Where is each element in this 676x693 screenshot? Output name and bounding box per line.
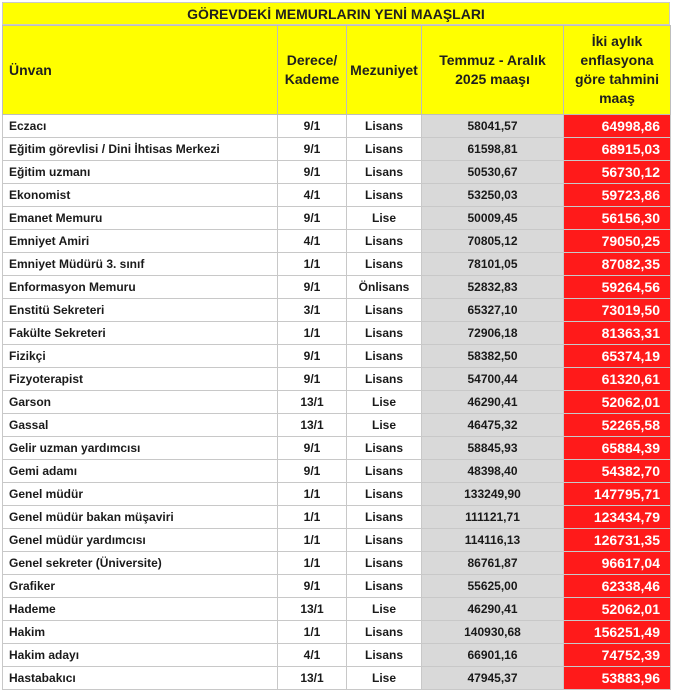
cell-unvan: Eğitim uzmanı [3, 161, 278, 184]
cell-mezuniyet: Lisans [347, 322, 422, 345]
cell-derece: 1/1 [278, 483, 347, 506]
cell-tahmin: 59723,86 [564, 184, 671, 207]
cell-maas: 47945,37 [422, 667, 564, 690]
cell-unvan: Hakim [3, 621, 278, 644]
table-row [3, 621, 671, 644]
cell-maas: 46290,41 [422, 391, 564, 414]
table-row [3, 391, 671, 414]
cell-maas: 52832,83 [422, 276, 564, 299]
cell-unvan: Fizikçi [3, 345, 278, 368]
table-row [3, 115, 671, 138]
cell-maas: 55625,00 [422, 575, 564, 598]
cell-mezuniyet: Lisans [347, 460, 422, 483]
cell-maas: 70805,12 [422, 230, 564, 253]
cell-maas: 46475,32 [422, 414, 564, 437]
cell-tahmin: 81363,31 [564, 322, 671, 345]
header-unvan: Ünvan [3, 26, 278, 115]
cell-tahmin: 126731,35 [564, 529, 671, 552]
cell-derece: 1/1 [278, 253, 347, 276]
header-maas: Temmuz - Aralık 2025 maaşı [422, 26, 564, 115]
cell-derece: 9/1 [278, 575, 347, 598]
table-row [3, 598, 671, 621]
cell-maas: 48398,40 [422, 460, 564, 483]
cell-unvan: Hademe [3, 598, 278, 621]
cell-tahmin: 96617,04 [564, 552, 671, 575]
cell-unvan: Gassal [3, 414, 278, 437]
cell-maas: 58845,93 [422, 437, 564, 460]
cell-unvan: Emniyet Müdürü 3. sınıf [3, 253, 278, 276]
cell-tahmin: 52062,01 [564, 598, 671, 621]
cell-mezuniyet: Lise [347, 414, 422, 437]
cell-tahmin: 53883,96 [564, 667, 671, 690]
cell-tahmin: 54382,70 [564, 460, 671, 483]
table-row [3, 644, 671, 667]
cell-derece: 1/1 [278, 506, 347, 529]
cell-maas: 61598,81 [422, 138, 564, 161]
cell-unvan: Emanet Memuru [3, 207, 278, 230]
cell-tahmin: 156251,49 [564, 621, 671, 644]
cell-tahmin: 62338,46 [564, 575, 671, 598]
table-row [3, 575, 671, 598]
cell-mezuniyet: Lisans [347, 506, 422, 529]
cell-tahmin: 52062,01 [564, 391, 671, 414]
cell-maas: 65327,10 [422, 299, 564, 322]
table-row [3, 276, 671, 299]
cell-mezuniyet: Lisans [347, 575, 422, 598]
cell-mezuniyet: Lise [347, 207, 422, 230]
cell-derece: 9/1 [278, 345, 347, 368]
cell-mezuniyet: Lisans [347, 115, 422, 138]
table-row [3, 207, 671, 230]
cell-maas: 140930,68 [422, 621, 564, 644]
cell-maas: 46290,41 [422, 598, 564, 621]
table-title: GÖREVDEKİ MEMURLARIN YENİ MAAŞLARI [2, 2, 670, 25]
cell-unvan: Genel müdür bakan müşaviri [3, 506, 278, 529]
cell-mezuniyet: Lisans [347, 437, 422, 460]
cell-unvan: Enformasyon Memuru [3, 276, 278, 299]
table-row [3, 184, 671, 207]
cell-derece: 4/1 [278, 644, 347, 667]
cell-maas: 114116,13 [422, 529, 564, 552]
cell-mezuniyet: Lise [347, 667, 422, 690]
cell-mezuniyet: Lisans [347, 299, 422, 322]
cell-unvan: Ekonomist [3, 184, 278, 207]
table-row [3, 414, 671, 437]
table-row [3, 667, 671, 690]
cell-unvan: Enstitü Sekreteri [3, 299, 278, 322]
cell-tahmin: 56156,30 [564, 207, 671, 230]
cell-tahmin: 64998,86 [564, 115, 671, 138]
cell-derece: 4/1 [278, 230, 347, 253]
table-row [3, 460, 671, 483]
cell-derece: 9/1 [278, 138, 347, 161]
header-derece: Derece/ Kademe [278, 26, 347, 115]
cell-maas: 72906,18 [422, 322, 564, 345]
cell-derece: 1/1 [278, 529, 347, 552]
cell-derece: 1/1 [278, 322, 347, 345]
table-row [3, 322, 671, 345]
cell-unvan: Genel müdür yardımcısı [3, 529, 278, 552]
cell-derece: 13/1 [278, 391, 347, 414]
table-row [3, 552, 671, 575]
cell-tahmin: 74752,39 [564, 644, 671, 667]
cell-unvan: Eğitim görevlisi / Dini İhtisas Merkezi [3, 138, 278, 161]
cell-derece: 9/1 [278, 460, 347, 483]
table-body [3, 115, 671, 690]
cell-derece: 9/1 [278, 115, 347, 138]
cell-maas: 50009,45 [422, 207, 564, 230]
cell-unvan: Fakülte Sekreteri [3, 322, 278, 345]
cell-maas: 58382,50 [422, 345, 564, 368]
cell-unvan: Hastabakıcı [3, 667, 278, 690]
cell-tahmin: 87082,35 [564, 253, 671, 276]
cell-derece: 9/1 [278, 161, 347, 184]
cell-maas: 66901,16 [422, 644, 564, 667]
cell-tahmin: 73019,50 [564, 299, 671, 322]
table-row [3, 253, 671, 276]
cell-unvan: Eczacı [3, 115, 278, 138]
cell-derece: 9/1 [278, 437, 347, 460]
cell-unvan: Genel müdür [3, 483, 278, 506]
cell-unvan: Garson [3, 391, 278, 414]
cell-tahmin: 123434,79 [564, 506, 671, 529]
cell-maas: 58041,57 [422, 115, 564, 138]
cell-mezuniyet: Lisans [347, 345, 422, 368]
cell-maas: 133249,90 [422, 483, 564, 506]
cell-tahmin: 68915,03 [564, 138, 671, 161]
table-row [3, 437, 671, 460]
cell-unvan: Genel sekreter (Üniversite) [3, 552, 278, 575]
cell-maas: 78101,05 [422, 253, 564, 276]
cell-mezuniyet: Lise [347, 391, 422, 414]
cell-unvan: Hakim adayı [3, 644, 278, 667]
cell-unvan: Gemi adamı [3, 460, 278, 483]
cell-maas: 111121,71 [422, 506, 564, 529]
cell-unvan: Emniyet Amiri [3, 230, 278, 253]
cell-mezuniyet: Lisans [347, 529, 422, 552]
cell-tahmin: 59264,56 [564, 276, 671, 299]
cell-derece: 9/1 [278, 276, 347, 299]
header-tahmin: İki aylık enflasyona göre tahmini maaş [564, 26, 671, 115]
cell-derece: 13/1 [278, 598, 347, 621]
cell-maas: 54700,44 [422, 368, 564, 391]
cell-derece: 9/1 [278, 368, 347, 391]
cell-derece: 13/1 [278, 414, 347, 437]
cell-mezuniyet: Lisans [347, 253, 422, 276]
cell-unvan: Gelir uzman yardımcısı [3, 437, 278, 460]
cell-tahmin: 65884,39 [564, 437, 671, 460]
cell-mezuniyet: Lisans [347, 161, 422, 184]
cell-mezuniyet: Lisans [347, 184, 422, 207]
cell-mezuniyet: Lisans [347, 368, 422, 391]
salary-table [2, 25, 671, 690]
table-row [3, 483, 671, 506]
cell-mezuniyet: Lisans [347, 230, 422, 253]
cell-derece: 9/1 [278, 207, 347, 230]
cell-mezuniyet: Önlisans [347, 276, 422, 299]
header-mezuniyet: Mezuniyet [347, 26, 422, 115]
cell-tahmin: 79050,25 [564, 230, 671, 253]
table-row [3, 345, 671, 368]
cell-derece: 3/1 [278, 299, 347, 322]
cell-derece: 1/1 [278, 621, 347, 644]
cell-tahmin: 56730,12 [564, 161, 671, 184]
cell-mezuniyet: Lisans [347, 644, 422, 667]
cell-maas: 53250,03 [422, 184, 564, 207]
cell-maas: 86761,87 [422, 552, 564, 575]
cell-tahmin: 65374,19 [564, 345, 671, 368]
cell-derece: 13/1 [278, 667, 347, 690]
table-row [3, 529, 671, 552]
cell-unvan: Fizyoterapist [3, 368, 278, 391]
table-row [3, 230, 671, 253]
cell-unvan: Grafiker [3, 575, 278, 598]
cell-mezuniyet: Lisans [347, 138, 422, 161]
cell-mezuniyet: Lisans [347, 552, 422, 575]
cell-tahmin: 147795,71 [564, 483, 671, 506]
table-row [3, 299, 671, 322]
table-row [3, 368, 671, 391]
table-row [3, 506, 671, 529]
table-row [3, 161, 671, 184]
table-row [3, 138, 671, 161]
cell-mezuniyet: Lisans [347, 483, 422, 506]
cell-mezuniyet: Lisans [347, 621, 422, 644]
cell-tahmin: 52265,58 [564, 414, 671, 437]
cell-tahmin: 61320,61 [564, 368, 671, 391]
cell-mezuniyet: Lise [347, 598, 422, 621]
cell-derece: 1/1 [278, 552, 347, 575]
header-row [3, 26, 671, 115]
cell-derece: 4/1 [278, 184, 347, 207]
cell-maas: 50530,67 [422, 161, 564, 184]
